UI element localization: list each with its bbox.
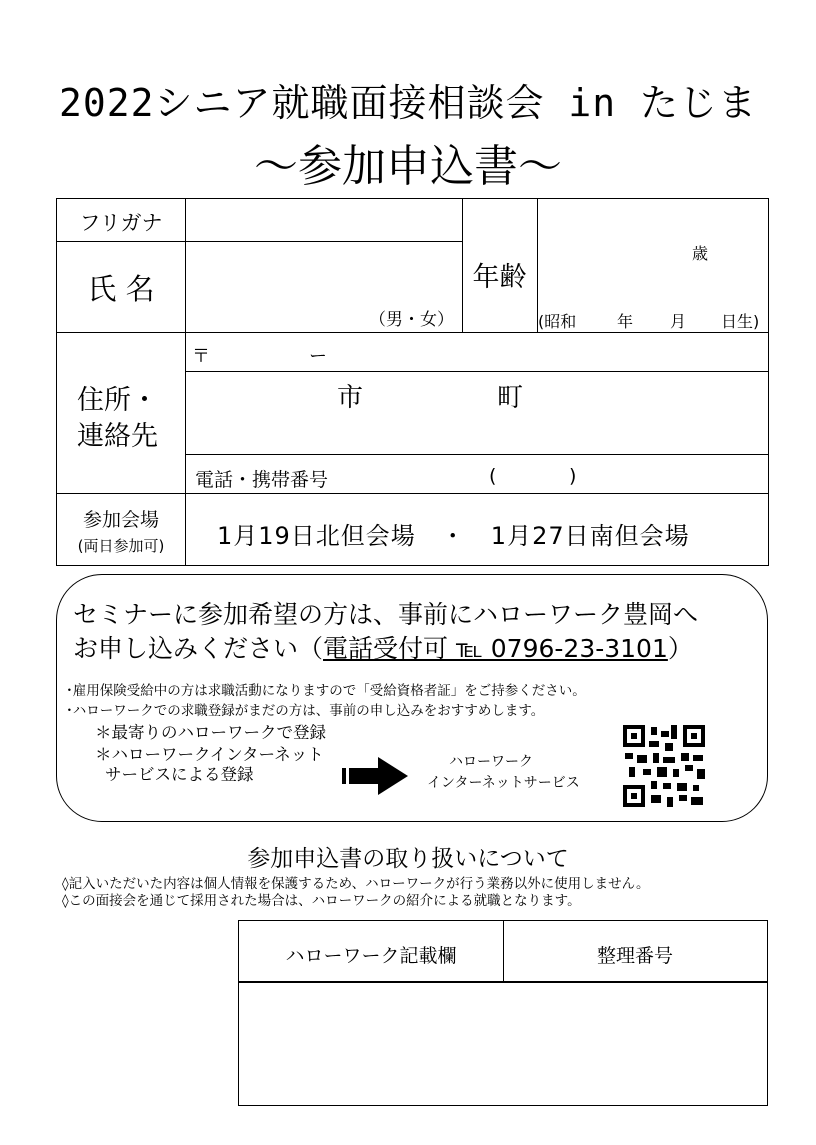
page-subtitle: ～参加申込書～ — [254, 141, 562, 192]
handling-title: 参加申込書の取り扱いについて — [247, 846, 569, 872]
service-label-1: ハローワーク — [449, 754, 533, 770]
address-field[interactable] — [187, 374, 766, 452]
age-field[interactable] — [539, 201, 765, 301]
handling-note-1: ◊記入いただいた内容は個人情報を保護するため、ハローワークが行う業務以外に使用しません。 — [62, 876, 650, 892]
city-label: 市 — [337, 383, 364, 413]
reference-number-header: 整理番号 — [596, 945, 673, 967]
office-use-table — [238, 920, 768, 1106]
notice-line-1: セミナーに参加希望の方は、事前にハローワーク豊岡へ — [73, 600, 699, 629]
postal-dash: ー — [309, 346, 327, 367]
application-form-table — [56, 198, 769, 566]
notice-line-2: お申し込みください（電話受付可 ℡ 0796-23-3101） — [73, 634, 693, 663]
service-label-2: インターネットサービス — [427, 775, 580, 791]
notice-bullet-1: ･雇用保険受給中の方は求職活動になりますので「受給資格者証」をご持参ください。 — [66, 683, 586, 699]
office-use-field[interactable] — [241, 985, 765, 1103]
notice-item-2a: ＊ハローワークインターネット — [95, 745, 324, 764]
phone-paren-close: ) — [569, 465, 577, 487]
town-label: 町 — [497, 383, 524, 413]
venue-note: (両日参加可) — [77, 537, 165, 555]
name-label: 氏 名 — [87, 272, 155, 306]
address-label: 住所・ 連絡先 — [77, 385, 158, 452]
birth-era: (昭和 — [538, 312, 577, 331]
gender-options[interactable]: （男・女） — [369, 310, 454, 330]
age-unit: 歳 — [692, 244, 709, 263]
furigana-label: フリガナ — [79, 211, 163, 235]
birth-year: 年 — [617, 312, 634, 331]
notice-item-1: ＊最寄りのハローワークで登録 — [95, 723, 326, 742]
venue-label: 参加会場 — [82, 509, 159, 531]
furigana-field[interactable] — [187, 201, 460, 239]
age-label: 年齢 — [472, 262, 527, 293]
office-use-header: ハローワーク記載欄 — [285, 945, 457, 967]
birth-month: 月 — [670, 312, 687, 331]
phone-paren-open: ( — [489, 465, 497, 487]
notice-box — [56, 574, 768, 822]
qr-code-icon[interactable] — [623, 725, 705, 807]
postal-mark: 〒 — [192, 346, 210, 367]
venue-options[interactable]: 1月19日北但会場 ・ 1月27日南但会場 — [217, 522, 690, 550]
notice-bullet-2: ･ハローワークでの求職登録がまだの方は、事前の申し込みをおすすめします。 — [66, 703, 545, 719]
notice-item-2b: サービスによる登録 — [105, 765, 254, 784]
page-title: 2022シニア就職面接相談会 in たじま — [58, 81, 758, 125]
handling-note-2: ◊この面接会を通じて採用された場合は、ハローワークの紹介による就職となります。 — [62, 893, 581, 909]
birth-day: 日生) — [721, 312, 760, 331]
phone-number-link[interactable]: 電話受付可 ℡ 0796-23-3101 — [323, 634, 668, 663]
phone-label: 電話・携帯番号 — [195, 469, 329, 491]
right-arrow-icon — [342, 755, 410, 797]
postal-code-field[interactable] — [207, 335, 407, 369]
phone-field[interactable] — [357, 457, 766, 491]
